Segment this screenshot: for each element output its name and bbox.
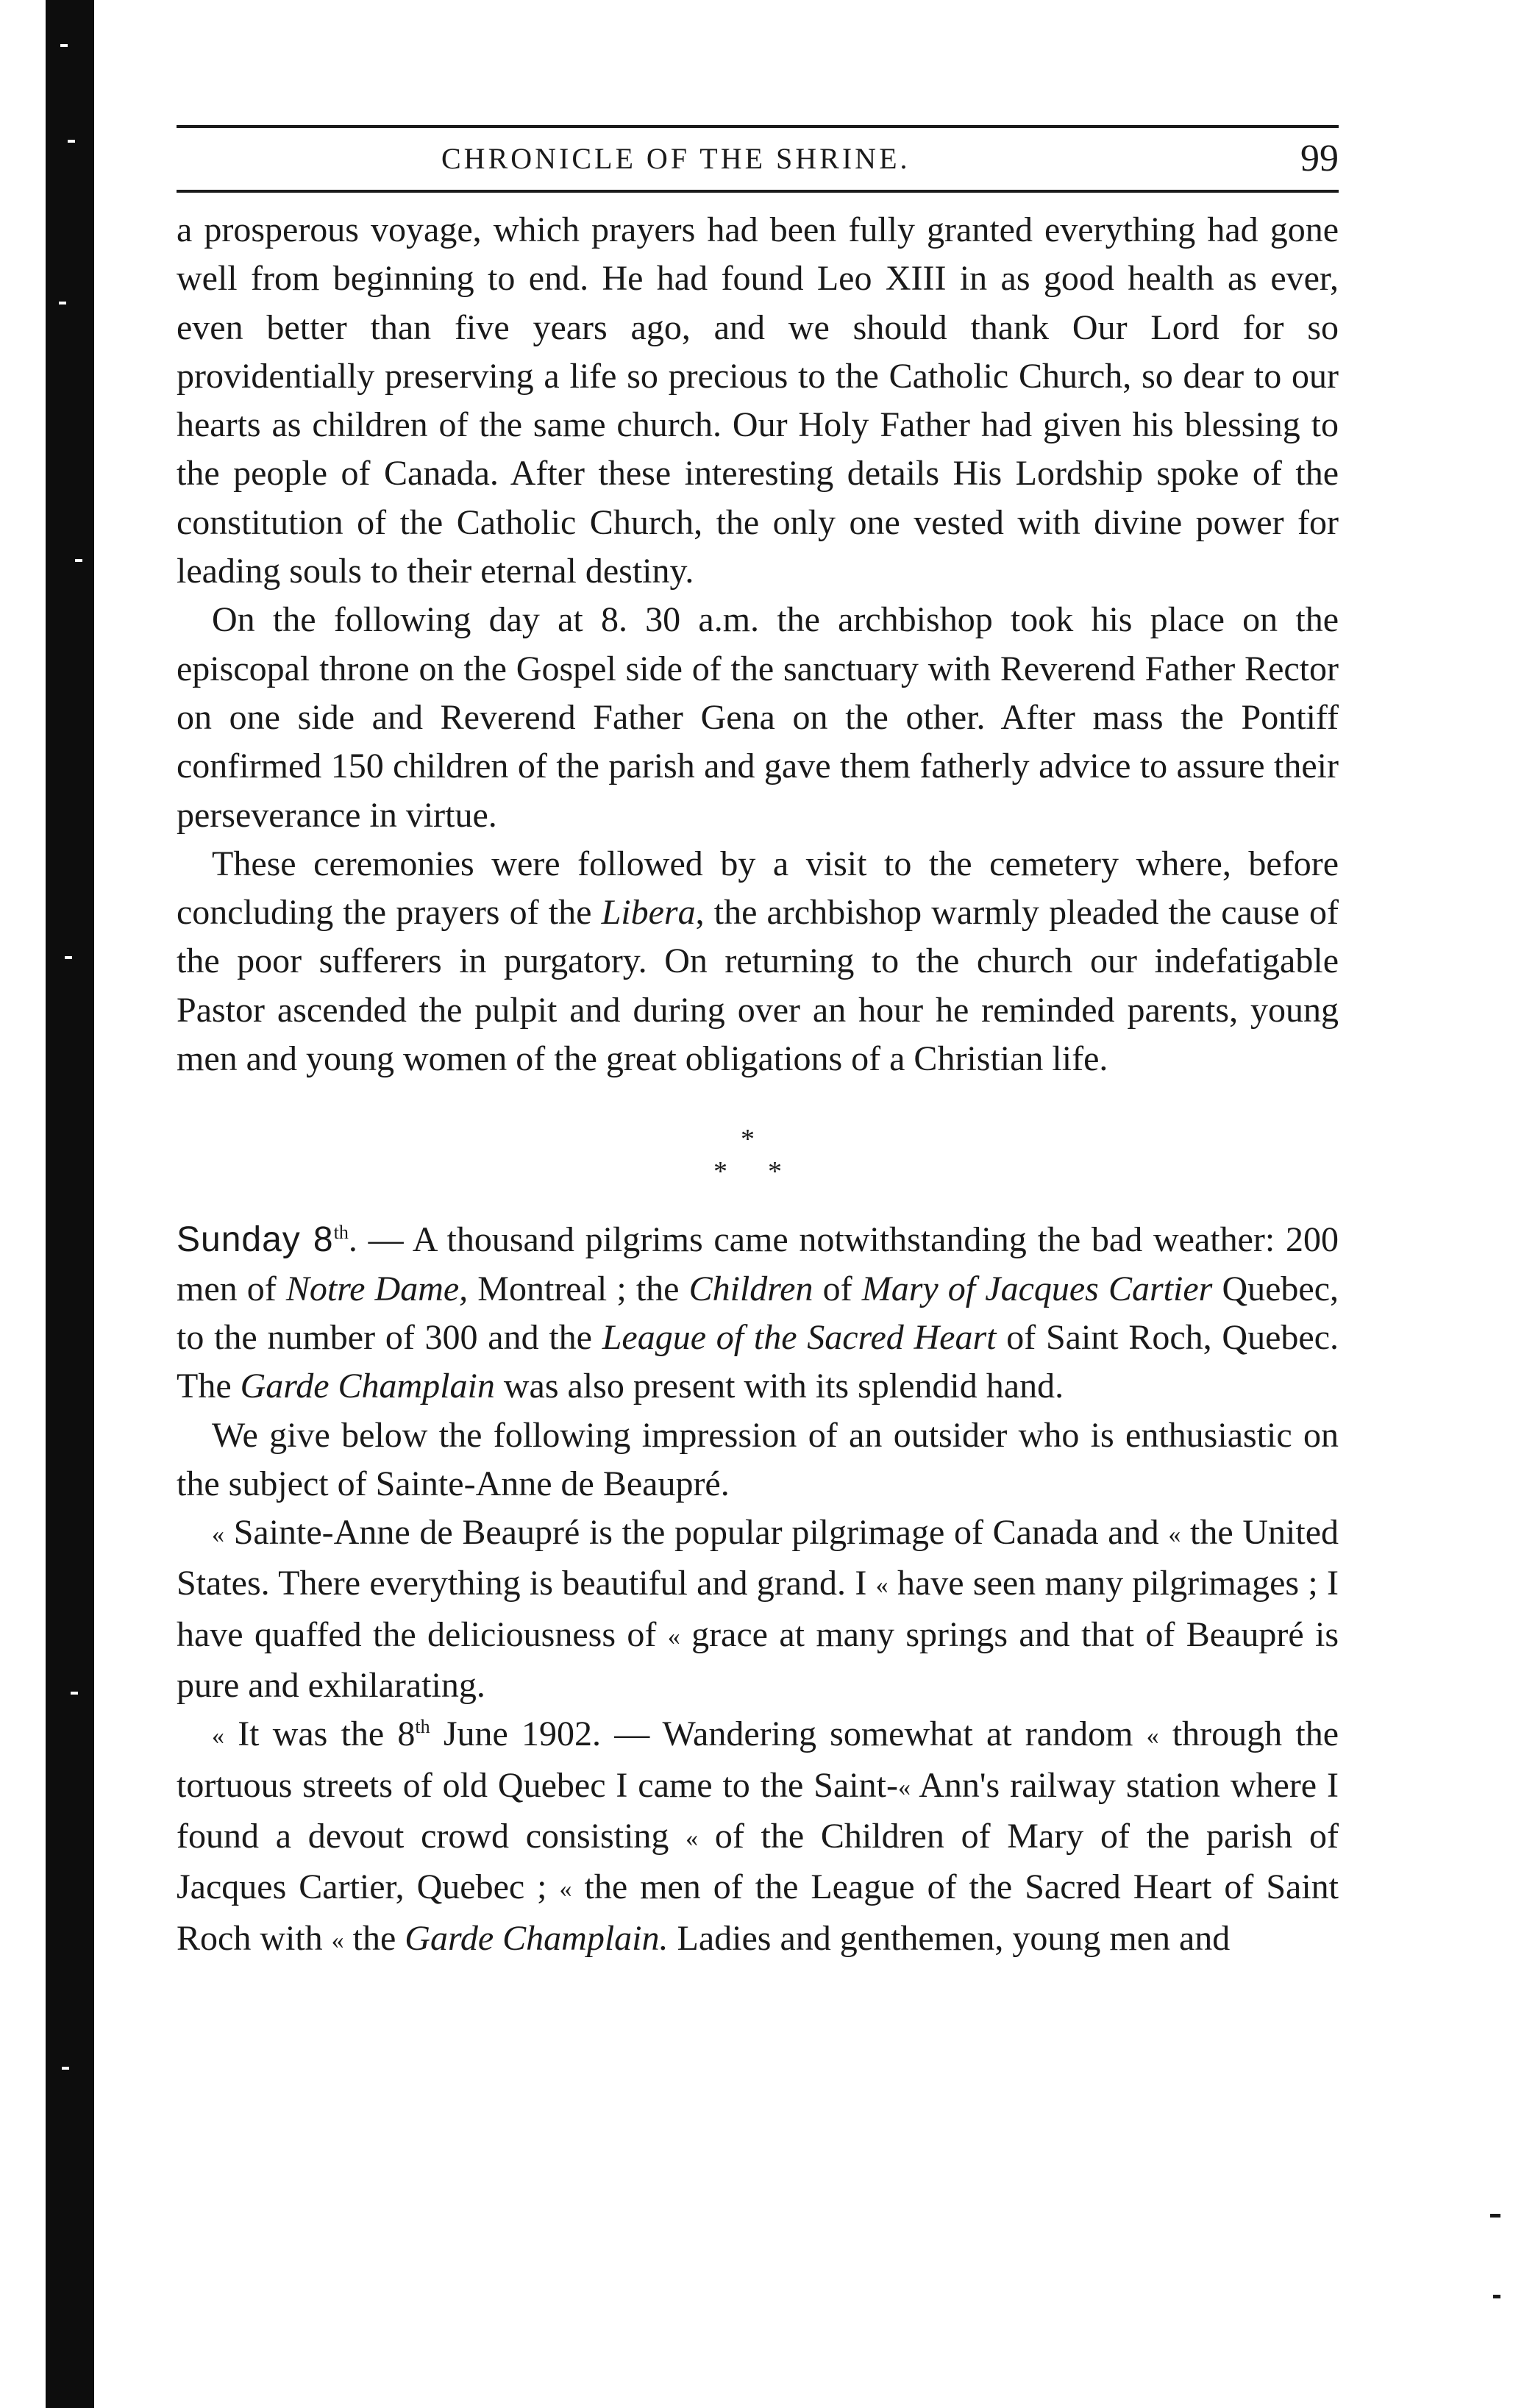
paragraph-quote-june — [177, 1710, 1339, 1964]
quote-mark: « — [559, 1876, 572, 1903]
scan-speck — [75, 559, 82, 562]
text-run: of Saint Roch, Quebec. The — [177, 1317, 1339, 1406]
scan-speck — [60, 44, 68, 47]
text-run: have seen many pilgrimages ; I have quaffed the deliciousness of — [177, 1564, 1339, 1654]
italic-league-sacred-heart: League of the Sacred Heart — [602, 1317, 997, 1357]
separator-star: * — [713, 1156, 727, 1188]
italic-garde-champlain: Garde Champlain. — [405, 1918, 669, 1958]
text-run: It was the 8 — [224, 1714, 416, 1754]
text-run: These ceremonies were followed by a visit to the cemetery where, before concluding the prayers of the — [177, 844, 1339, 933]
text-run: of — [813, 1269, 862, 1308]
text-run: the men of the League of the Sacred Heart of Saint Roch with — [177, 1867, 1339, 1958]
scan-speck — [65, 956, 72, 959]
section-separator — [177, 1120, 1339, 1216]
italic-notre-dame: Notre Dame, — [285, 1269, 469, 1308]
scan-mark — [1490, 2214, 1500, 2218]
scan-mark — [1493, 2295, 1500, 2298]
italic-libera: Libera — [601, 893, 696, 933]
text-run: Sainte-Anne de Beaupré is the popular pilgrimage of Canada and — [224, 1513, 1169, 1553]
paragraph-sunday — [177, 1216, 1339, 1411]
paragraph-voyage: a prosperous voyage, which prayers had been fully granted everything had gone well from beginning to end. He had found Leo XIII in as good health as ever, even better than five years ago, and we should thank Our Lord for so providentially preserving a life so precious to the Catholic Church, so dear to our hearts as children of the same church. Our Holy Father had given his blessing to the people of Canada. After these interesting details His Lordship spoke of the constitution of the Catholic Church, the only one vested with divine power for leading souls to their eternal destiny. — [177, 210, 1339, 591]
separator-star: * — [768, 1156, 782, 1188]
section-heading-sunday: Sunday 8 — [177, 1220, 334, 1260]
paragraph-quote-beaupre — [177, 1508, 1339, 1710]
text-run: June 1902. — Wandering somewhat at random — [430, 1714, 1147, 1754]
ordinal-suffix: th — [415, 1716, 430, 1738]
book-page — [177, 125, 1339, 1965]
text-run: Ladies and genthemen, young men and — [668, 1918, 1231, 1958]
running-title: CHRONICLE OF THE SHRINE. — [441, 142, 911, 175]
page-number: 99 — [1300, 138, 1339, 179]
page-gutter-edge — [46, 0, 94, 2408]
quote-mark: « — [667, 1622, 680, 1650]
text-run: through the tortuous streets of old Quebec I came to the Saint- — [177, 1714, 1339, 1805]
paragraph-ceremonies — [177, 840, 1339, 1083]
quote-mark: « — [686, 1824, 699, 1852]
quote-mark: « — [897, 1773, 911, 1801]
quote-mark: « — [212, 1723, 224, 1750]
scan-speck — [71, 1692, 78, 1695]
text-run: of the Children of Mary of the parish of Jacques Cartier, Quebec ; — [177, 1816, 1339, 1907]
italic-garde-champlain: Garde Champlain — [240, 1367, 495, 1406]
scan-speck — [68, 140, 75, 143]
separator-star: * — [741, 1124, 755, 1155]
quote-mark: « — [331, 1926, 344, 1954]
text-run: the United States. There everything is beautiful and grand. I — [177, 1513, 1339, 1603]
quote-mark: « — [1146, 1723, 1159, 1750]
text-run: the — [343, 1918, 405, 1958]
running-header — [177, 128, 1339, 190]
scan-speck — [59, 302, 66, 304]
italic-children: Children — [688, 1269, 813, 1308]
ordinal-suffix: th — [333, 1222, 349, 1244]
text-run: Ann's railway station where I found a devout crowd consisting — [177, 1765, 1339, 1856]
text-run: was also present with its splendid hand. — [494, 1367, 1064, 1406]
text-run: , the archbishop warmly pleaded the cause of the poor sufferers in purgatory. On returning to the church our indefatigable Pastor ascended the pulpit and during over an hour he reminded parents, young men and young women of the great obligations of a Christian life. — [177, 893, 1339, 1079]
body-text — [177, 206, 1339, 1965]
quote-mark: « — [212, 1521, 224, 1549]
text-run: grace at many springs and that of Beaupré is pure and exhilarating. — [177, 1614, 1339, 1706]
quote-mark: « — [875, 1572, 889, 1600]
text-run: Montreal ; the — [468, 1269, 689, 1308]
header-rule-bottom — [177, 190, 1339, 193]
paragraph-impression-intro: We give below the following impression of an outsider who is enthusiastic on the subject of Sainte-Anne de Beaupré. — [177, 1415, 1339, 1503]
quote-mark: « — [1168, 1521, 1181, 1549]
italic-mary-jacques-cartier: Mary of Jacques Cartier — [861, 1269, 1213, 1308]
text-run: . — A thousand pilgrims came notwithstanding the bad weather: 200 men of — [177, 1220, 1339, 1308]
scan-speck — [62, 2067, 69, 2070]
text-run: Quebec, to the number of 300 and the — [177, 1269, 1339, 1357]
paragraph-following-day: On the following day at 8. 30 a.m. the archbishop took his place on the episcopal throne on the Gospel side of the sanctuary with Reverend Father Rector on one side and Reverend Father Gena on the other. After mass the Pontiff confirmed 150 children of the parish and gave them fatherly advice to assure their perseverance in virtue. — [177, 600, 1339, 835]
